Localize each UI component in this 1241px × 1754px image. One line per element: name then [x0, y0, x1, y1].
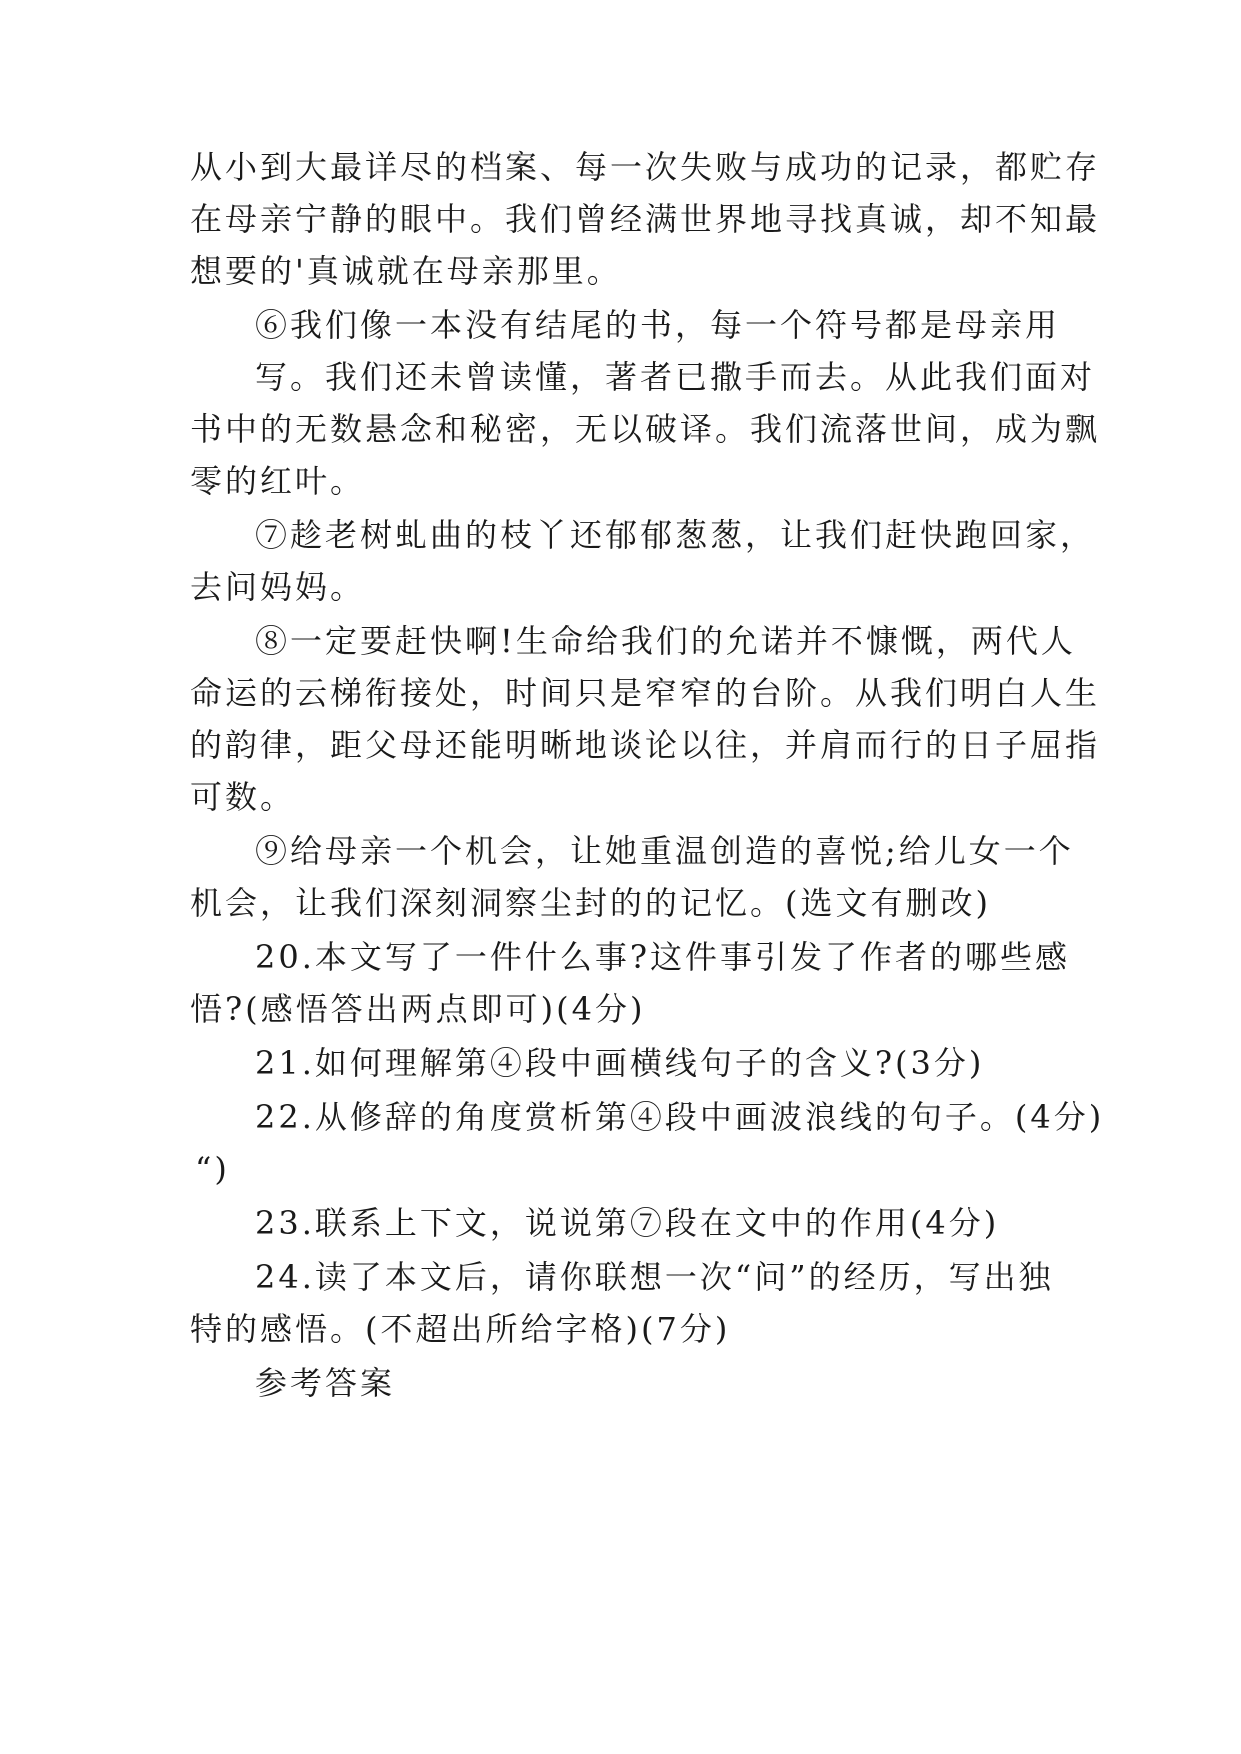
question-22-line-1: 22.从修辞的角度赏析第④段中画波浪线的句子。(4分) [255, 1098, 1105, 1136]
question-24-line-1: 24.读了本文后，请你联想一次“问”的经历，写出独 [255, 1258, 1054, 1296]
question-21: 21.如何理解第④段中画横线句子的含义?(3分) [255, 1044, 985, 1082]
paragraph-8-line-2: 命运的云梯衔接处，时间只是窄窄的台阶。从我们明白人生 [190, 674, 1101, 712]
question-24-line-2: 特的感悟。(不超出所给字格)(7分) [190, 1310, 731, 1348]
paragraph-5-line-1: 从小到大最详尽的档案、每一次失败与成功的记录，都贮存 [190, 148, 1101, 186]
question-23: 23.联系上下文，说说第⑦段在文中的作用(4分) [255, 1204, 1000, 1242]
question-22-line-2: “) [195, 1150, 230, 1188]
paragraph-7-line-1: ⑦趁老树虬曲的枝丫还郁郁葱葱，让我们赶快跑回家， [255, 516, 1096, 554]
paragraph-8-line-4: 可数。 [190, 778, 296, 816]
paragraph-8-line-3: 的韵律，距父母还能明晰地谈论以往，并肩而行的日子屈指 [190, 726, 1101, 764]
paragraph-9-line-2: 机会，让我们深刻洞察尘封的的记忆。(选文有删改) [190, 884, 991, 922]
paragraph-9-line-1: ⑨给母亲一个机会，让她重温创造的喜悦;给儿女一个 [255, 832, 1074, 870]
paragraph-5-line-3: 想要的'真诚就在母亲那里。 [190, 252, 622, 290]
paragraph-6-line-2: 写。我们还未曾读懂，著者已撒手而去。从此我们面对 [255, 358, 1096, 396]
question-20-line-1: 20.本文写了一件什么事?这件事引发了作者的哪些感 [255, 938, 1071, 976]
question-20-line-2: 悟?(感悟答出两点即可)(4分) [190, 990, 646, 1028]
paragraph-6-line-4: 零的红叶。 [190, 462, 366, 500]
reference-answers-heading: 参考答案 [255, 1364, 396, 1402]
paragraph-7-line-2: 去问妈妈。 [190, 568, 366, 606]
paragraph-6-line-1: ⑥我们像一本没有结尾的书，每一个符号都是母亲用 [255, 306, 1061, 344]
paragraph-6-line-3: 书中的无数悬念和秘密，无以破译。我们流落世间，成为飘 [190, 410, 1101, 448]
paragraph-8-line-1: ⑧一定要赶快啊!生命给我们的允诺并不慷慨，两代人 [255, 622, 1076, 660]
paragraph-5-line-2: 在母亲宁静的眼中。我们曾经满世界地寻找真诚，却不知最 [190, 200, 1101, 238]
